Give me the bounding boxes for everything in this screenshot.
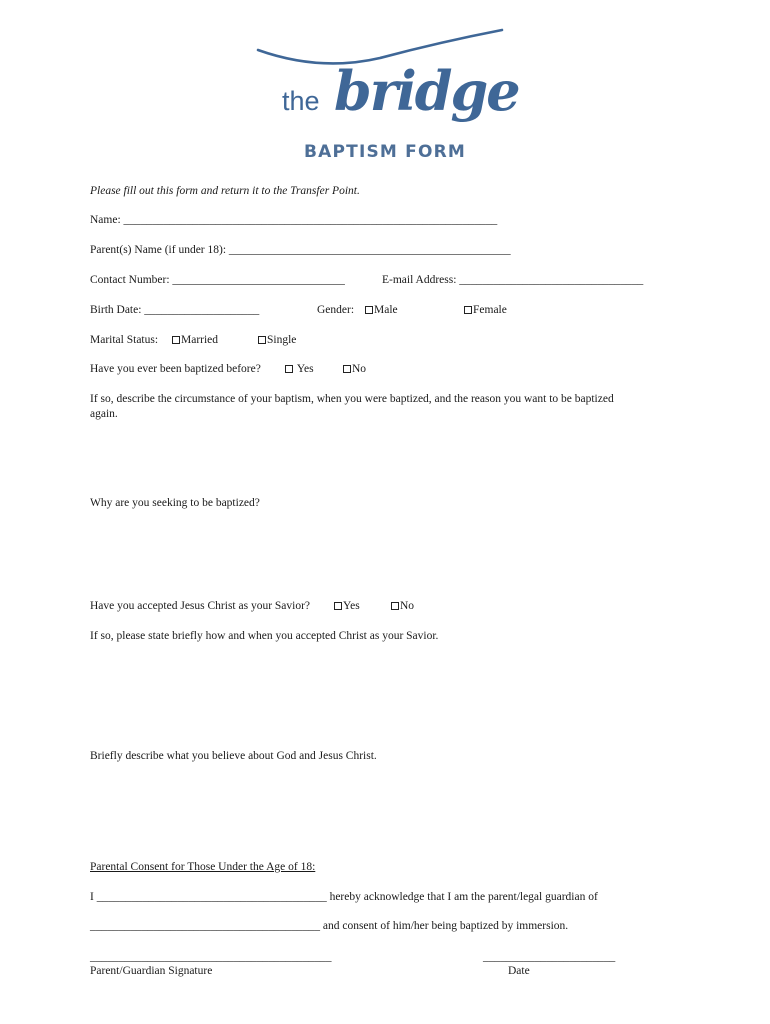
marital-single-option[interactable] [258, 333, 296, 347]
describe-previous-text-line1: If so, describe the circumstance of your baptism, when you were baptized, and the reason you want to be baptized [90, 393, 614, 405]
parental-consent-heading: Parental Consent for Those Under the Age of 18: [90, 861, 316, 873]
form-title: BAPTISM FORM [303, 142, 467, 162]
single-label: Single [267, 334, 297, 346]
male-checkbox[interactable] [365, 306, 373, 314]
why-seeking-question: Why are you seeking to be baptized? [90, 497, 260, 509]
marital-married-option[interactable] [172, 333, 218, 347]
married-checkbox[interactable] [172, 336, 180, 344]
intro-text: Please fill out this form and return it to the Transfer Point. [90, 185, 360, 197]
accepted-no-label: No [400, 600, 415, 612]
female-checkbox[interactable] [464, 306, 472, 314]
baptized-no-checkbox[interactable] [343, 365, 351, 373]
accepted-no-option[interactable] [391, 599, 414, 613]
gender-female-option[interactable] [464, 303, 507, 317]
date-line[interactable]: _______________________ [483, 951, 616, 963]
married-label: Married [181, 334, 219, 346]
date-label: Date [508, 965, 530, 977]
consent-statement-line1[interactable]: I ________________________________________ hereby acknowledge that I am the parent/legal guardian of [90, 891, 598, 903]
gender-male-option[interactable] [365, 303, 398, 317]
logo-bridge: bridge [334, 59, 519, 123]
female-label: Female [473, 304, 507, 316]
accepted-yes-option[interactable] [334, 599, 360, 613]
baptized-before-question: Have you ever been baptized before? [90, 363, 261, 375]
male-label: Male [374, 304, 398, 316]
signature-label: Parent/Guardian Signature [90, 965, 213, 977]
birth-date-field[interactable]: Birth Date: ____________________ [90, 304, 260, 316]
baptized-before-no-option[interactable] [343, 362, 366, 376]
single-checkbox[interactable] [258, 336, 266, 344]
believe-question: Briefly describe what you believe about God and Jesus Christ. [90, 750, 377, 762]
baptized-before-yes-option[interactable] [285, 362, 314, 376]
baptized-yes-label: Yes [296, 363, 314, 375]
describe-previous-text-line2: again. [90, 408, 118, 420]
baptized-yes-checkbox[interactable] [285, 365, 293, 373]
name-field[interactable]: Name: _________________________________________________________________ [90, 214, 498, 226]
email-field[interactable]: E-mail Address: ________________________________ [382, 274, 644, 286]
consent-statement-line2[interactable]: ________________________________________ and consent of him/her being baptized by immersion. [90, 920, 569, 932]
accepted-christ-question: Have you accepted Jesus Christ as your Savior? [90, 600, 311, 612]
accepted-yes-label: Yes [343, 600, 360, 612]
accepted-yes-checkbox[interactable] [334, 602, 342, 610]
contact-number-field[interactable]: Contact Number: ______________________________ [90, 274, 345, 286]
state-briefly-question: If so, please state briefly how and when you accepted Christ as your Savior. [90, 630, 439, 642]
logo-the: the [282, 86, 320, 116]
parent-name-field[interactable]: Parent(s) Name (if under 18): _________________________________________________ [90, 244, 511, 256]
logo-graphic [240, 10, 530, 130]
baptized-no-label: No [352, 363, 367, 375]
marital-status-label: Marital Status: [90, 334, 159, 346]
signature-line[interactable]: __________________________________________ [90, 951, 332, 963]
gender-label: Gender: [317, 304, 355, 316]
accepted-no-checkbox[interactable] [391, 602, 399, 610]
